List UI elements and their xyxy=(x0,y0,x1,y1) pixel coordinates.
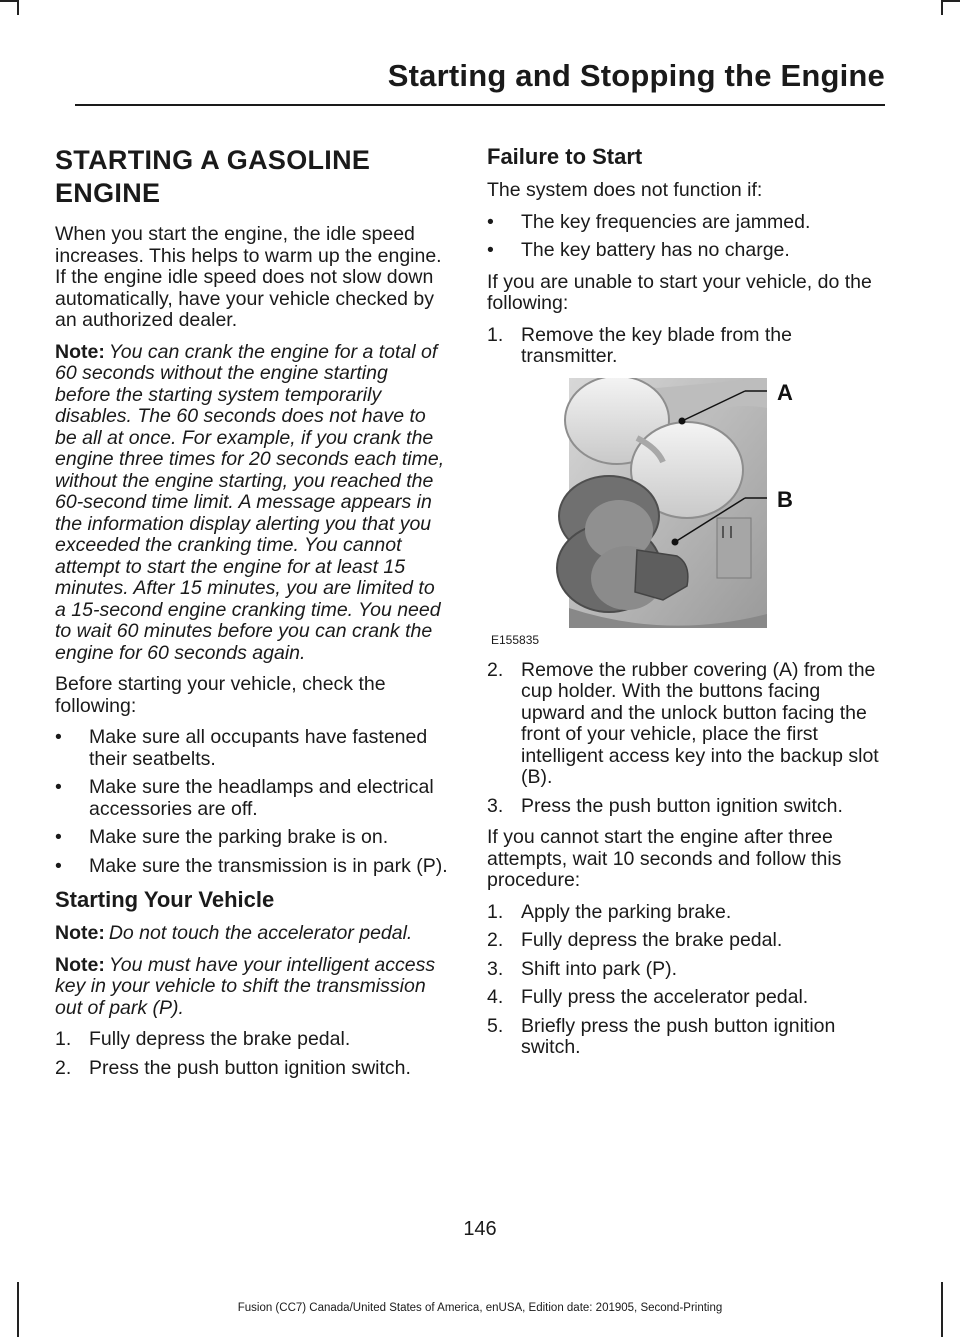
bullet-icon: • xyxy=(55,854,62,877)
crop-mark xyxy=(17,0,19,15)
section-title: STARTING A GASOLINE ENGINE xyxy=(55,145,371,208)
list-item: 2. Press the push button ignition switch. xyxy=(55,1056,411,1079)
subsection-title: Starting Your Vehicle xyxy=(55,887,275,912)
check-intro: Before starting your vehicle, check the following: xyxy=(55,673,386,717)
list-item: 3. Shift into park (P). xyxy=(487,957,678,980)
note-crank-limit xyxy=(55,342,448,665)
unable-paragraph: If you are unable to start your vehicle, do the following: xyxy=(487,270,872,314)
note-label: Note: xyxy=(55,340,105,363)
list-item: • Make sure the transmission is in park (P). xyxy=(55,854,448,877)
note-text: You must have your intelligent access key in your vehicle to shift the transmission out of park (P). xyxy=(55,953,436,1019)
list-item: • The key frequencies are jammed. xyxy=(487,210,811,233)
cup-holder-illustration xyxy=(487,378,887,650)
list-item: 5. Briefly press the push button ignition switch. xyxy=(487,1014,836,1058)
callout-label-a: A xyxy=(777,379,793,405)
list-item: 2. Remove the rubber covering (A) from the cup holder. With the buttons facing upward and the unlock button facing the front of your vehicle, place the first intelligent access key into the backup slot (B). xyxy=(487,658,879,788)
note-label: Note: xyxy=(55,953,105,976)
bullet-icon: • xyxy=(487,239,494,261)
right-column xyxy=(487,144,887,1069)
list-item: • Make sure the parking brake is on. xyxy=(55,826,389,848)
crop-mark xyxy=(0,0,17,2)
page-number: 146 xyxy=(463,1218,497,1240)
list-item: 2. Fully depress the brake pedal. xyxy=(487,929,783,951)
crop-mark xyxy=(941,0,943,15)
conditions-list xyxy=(487,212,887,262)
retry-steps xyxy=(487,902,887,1059)
list-item: 3. Press the push button ignition switch. xyxy=(487,794,843,817)
list-item: 1. Apply the parking brake. xyxy=(487,900,732,923)
cup-holder-figure xyxy=(487,378,887,650)
list-item: • Make sure the headlamps and electrical accessories are off. xyxy=(55,776,434,820)
left-column xyxy=(55,144,448,1089)
header-rule xyxy=(75,104,885,106)
figure-code: E155835 xyxy=(491,633,540,647)
note-intelligent-key xyxy=(55,955,448,1020)
note-text: Do not touch the accelerator pedal. xyxy=(108,922,413,944)
retry-paragraph: If you cannot start the engine after three attempts, wait 10 seconds and follow this procedure: xyxy=(487,826,842,891)
bullet-icon: • xyxy=(55,726,62,748)
crop-mark xyxy=(943,0,960,2)
bullet-icon: • xyxy=(55,776,62,798)
bullet-icon: • xyxy=(487,210,494,233)
bullet-icon: • xyxy=(55,826,62,848)
list-item: • Make sure all occupants have fastened their seatbelts. xyxy=(55,726,428,770)
conditions-intro: The system does not function if: xyxy=(487,179,763,201)
list-item: • The key battery has no charge. xyxy=(487,239,790,261)
check-list xyxy=(55,727,448,877)
note-accelerator xyxy=(55,923,448,945)
note-label: Note: xyxy=(55,922,105,944)
callout-label-b: B xyxy=(777,486,793,512)
page-header-title: Starting and Stopping the Engine xyxy=(387,58,885,93)
fail-steps-a xyxy=(487,325,887,368)
intro-paragraph: When you start the engine, the idle speed increases. This helps to warm up the engine. If the engine idle speed does not slow down automatically, have your vehicle checked by an authorized dealer. xyxy=(55,223,442,331)
footer-edition-text: Fusion (CC7) Canada/United States of America, enUSA, Edition date: 201905, Second-Printing xyxy=(237,1302,723,1314)
list-item: 4. Fully press the accelerator pedal. xyxy=(487,986,809,1008)
list-item: 1. Remove the key blade from the transmitter. xyxy=(487,323,792,367)
list-item: 1. Fully depress the brake pedal. xyxy=(55,1028,351,1050)
note-text: You can crank the engine for a total of 60 seconds without the engine starting before the starting system temporarily disables. The 60 seconds does not have to be all at once. For example, if you crank the engine three times for 20 seconds each time, without the engine starting, you reached the 60-second time limit. A message appears in the information display alerting you that you exceeded the cranking time. You cannot attempt to start the engine for at least 15 minutes. After 15 minutes, you are limited to a 15-second engine cranking time. You need to wait 60 minutes before you can crank the engine for 60 seconds again. xyxy=(55,340,445,664)
fail-steps-b xyxy=(487,660,887,818)
start-steps xyxy=(55,1029,448,1079)
subsection-title: Failure to Start xyxy=(487,144,643,169)
